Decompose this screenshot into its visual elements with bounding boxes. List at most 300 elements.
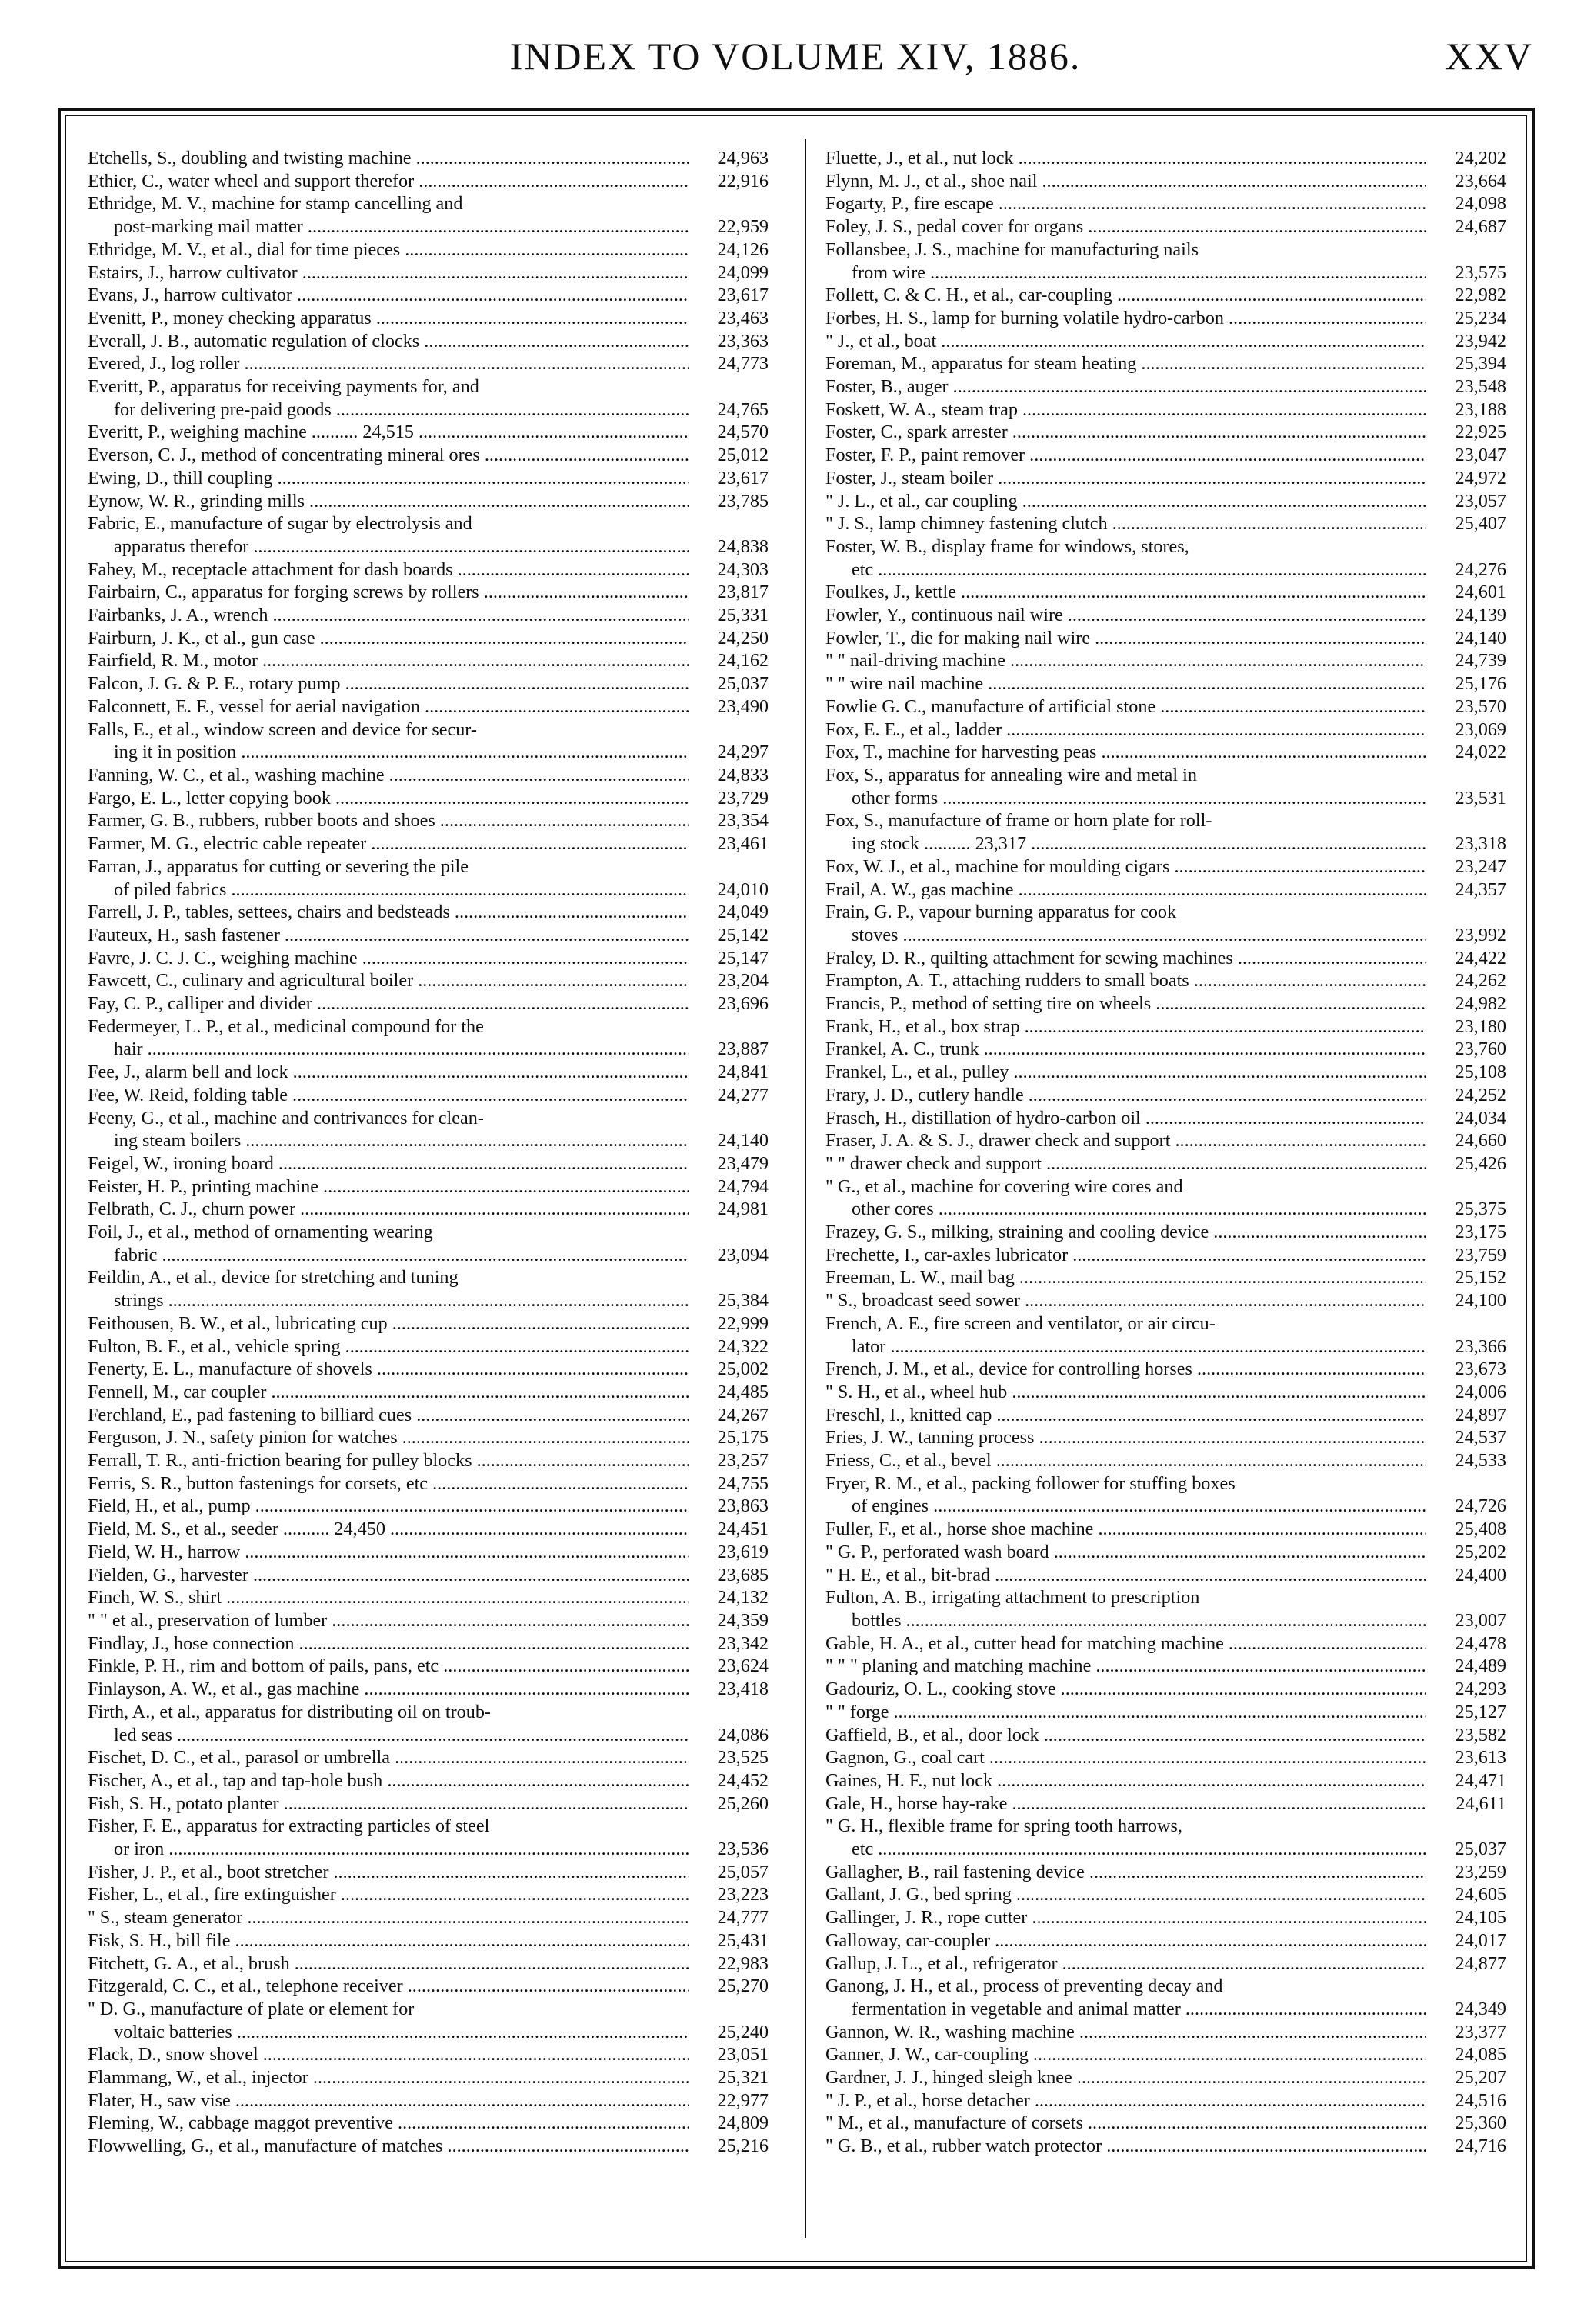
index-entry	[88, 375, 769, 421]
index-frame	[58, 108, 1535, 2269]
entry-text: Gale, H., horse hay-rake .....	[825, 1792, 1426, 1816]
patent-number: 25,152	[1455, 1267, 1506, 1289]
patent-number: 25,057	[717, 1861, 769, 1882]
index-entry	[825, 2043, 1506, 2066]
entry-text: Ewing, D., thill coupling .....	[88, 467, 689, 490]
entry-text: Fuller, F., et al., horse shoe machine .....	[825, 1518, 1426, 1541]
index-entry	[825, 1038, 1506, 1061]
patent-number: 25,375	[1455, 1199, 1506, 1220]
entry-text: Foster, C., spark arrester .....	[825, 421, 1426, 444]
entry-text	[88, 1815, 689, 1860]
entry-text	[825, 901, 1426, 946]
patent-number: 25,202	[1455, 1541, 1506, 1562]
entry-text-line: Ganong, J. H., et al., process of preventing decay and	[825, 1976, 1223, 1997]
entry-text-continuation: from wire .....	[825, 262, 1426, 285]
index-entry	[88, 1015, 769, 1061]
patent-number: 24,972	[1455, 467, 1506, 488]
index-entry	[88, 1266, 769, 1312]
entry-text: " J. S., lamp chimney fastening clutch .....	[825, 512, 1426, 535]
entry-text: Gannon, W. R., washing machine .....	[825, 2021, 1426, 2044]
entry-text: Felbrath, C. J., churn power .....	[88, 1198, 689, 1221]
index-entry	[825, 1221, 1506, 1244]
entry-text: Ferris, S. R., button fastenings for corsets, etc .....	[88, 1472, 689, 1495]
index-entry	[825, 1883, 1506, 1906]
patent-number: 23,223	[717, 1884, 769, 1906]
entry-text-line: Fryer, R. M., et al., packing follower for stuffing boxes	[825, 1472, 1236, 1494]
index-entry	[825, 1289, 1506, 1312]
entry-text-line: " G., et al., machine for covering wire cores and	[825, 1175, 1183, 1197]
index-entry	[825, 330, 1506, 353]
entry-text: Freeman, L. W., mail bag .....	[825, 1266, 1426, 1289]
patent-number: 24,777	[717, 1907, 769, 1929]
patent-number: 23,759	[1455, 1244, 1506, 1265]
patent-number: 24,034	[1455, 1107, 1506, 1129]
entry-text-continuation: voltaic batteries .....	[88, 2021, 689, 2044]
patent-number: 24,140	[1455, 627, 1506, 649]
index-entry	[825, 947, 1506, 970]
index-entry	[825, 604, 1506, 627]
patent-number: 24,537	[1455, 1427, 1506, 1449]
index-entry	[88, 1061, 769, 1084]
entry-text: " " " planing and matching machine .....	[825, 1655, 1426, 1678]
entry-text-continuation: etc .....	[825, 1838, 1426, 1861]
index-entry	[88, 1312, 769, 1335]
page-header	[58, 28, 1533, 82]
entry-text	[825, 238, 1426, 284]
entry-text: Fauteux, H., sash fastener .....	[88, 924, 689, 947]
index-entry	[825, 1312, 1506, 1358]
patent-number: 23,094	[717, 1244, 769, 1265]
patent-number: 24,297	[717, 742, 769, 763]
index-entry	[825, 855, 1506, 879]
entry-text: Fairburn, J. K., et al., gun case .....	[88, 627, 689, 650]
index-entry	[825, 879, 1506, 902]
patent-number: 23,887	[717, 1039, 769, 1060]
patent-number: 23,575	[1455, 262, 1506, 283]
entry-text: Fitchett, G. A., et al., brush .....	[88, 1952, 689, 1976]
patent-number: 24,765	[717, 398, 769, 420]
entry-text: Foulkes, J., kettle .....	[825, 581, 1426, 604]
index-entry	[825, 1244, 1506, 1267]
entry-text-continuation: hair .....	[88, 1038, 689, 1061]
patent-number: 23,664	[1455, 170, 1506, 192]
patent-number: 23,180	[1455, 1015, 1506, 1037]
patent-number: 23,069	[1455, 719, 1506, 740]
patent-number: 24,086	[717, 1724, 769, 1746]
entry-text: Fairbairn, C., apparatus for forging screws by rollers .....	[88, 581, 689, 604]
patent-number: 22,982	[1455, 285, 1506, 306]
patent-number: 23,188	[1455, 398, 1506, 420]
index-entry	[88, 1198, 769, 1221]
entry-text: Fairfield, R. M., motor .....	[88, 649, 689, 672]
entry-text-line: Firth, A., et al., apparatus for distributing oil on troub-	[88, 1701, 491, 1722]
entry-text-continuation: other cores .....	[825, 1198, 1426, 1221]
entry-text-line: Fulton, A. B., irrigating attachment to prescription	[825, 1587, 1200, 1609]
patent-number: 23,785	[717, 490, 769, 512]
patent-number: 23,479	[717, 1152, 769, 1174]
index-entry	[88, 1175, 769, 1199]
index-entry	[88, 901, 769, 924]
patent-number: 23,363	[717, 330, 769, 352]
entry-text-continuation: led seas .....	[88, 1724, 689, 1747]
patent-number: 24,252	[1455, 1084, 1506, 1105]
index-entry	[825, 809, 1506, 855]
index-entry	[88, 1792, 769, 1816]
index-entry	[88, 262, 769, 285]
entry-text: Gallant, J. G., bed spring .....	[825, 1883, 1426, 1906]
entry-text: " " et al., preservation of lumber .....	[88, 1609, 689, 1632]
entry-text: Fowlie G. C., manufacture of artificial stone .....	[825, 695, 1426, 719]
entry-text: Fisher, L., et al., fire extinguisher .....	[88, 1883, 689, 1906]
entry-text-line: " G. H., flexible frame for spring tooth harrows,	[825, 1816, 1182, 1837]
entry-text: Fahey, M., receptacle attachment for dash boards .....	[88, 558, 689, 582]
index-entry	[88, 490, 769, 513]
entry-text: Gaines, H. F., nut lock .....	[825, 1769, 1426, 1792]
patent-number: 24,478	[1455, 1632, 1506, 1654]
patent-number: 23,817	[717, 582, 769, 603]
entry-text: Fischer, A., et al., tap and tap-hole bush .....	[88, 1769, 689, 1792]
entry-text: Field, H., et al., pump .....	[88, 1495, 689, 1518]
index-entry	[825, 1655, 1506, 1678]
entry-text: Freschl, I., knitted cap .....	[825, 1404, 1426, 1427]
index-entry	[825, 1061, 1506, 1084]
patent-number: 25,407	[1455, 513, 1506, 535]
entry-text-line: Fox, S., manufacture of frame or horn plate for roll-	[825, 810, 1212, 832]
entry-text	[88, 1701, 689, 1746]
patent-number: 24,838	[717, 535, 769, 557]
entry-text: Ganner, J. W., car-coupling .....	[825, 2043, 1426, 2066]
patent-number: 24,809	[717, 2112, 769, 2134]
index-entry	[825, 1701, 1506, 1724]
patent-number: 25,431	[717, 1929, 769, 1951]
entry-text-continuation: fabric .....	[88, 1244, 689, 1267]
patent-number: 24,773	[717, 353, 769, 375]
index-entry	[88, 1975, 769, 1998]
entry-text	[88, 1107, 689, 1152]
entry-text: Finlayson, A. W., et al., gas machine .....	[88, 1678, 689, 1701]
entry-text: Feister, H. P., printing machine .....	[88, 1175, 689, 1199]
entry-text: Fairbanks, J. A., wrench .....	[88, 604, 689, 627]
patent-number: 24,611	[1456, 1792, 1506, 1814]
patent-number: 23,617	[717, 467, 769, 488]
entry-text-continuation: apparatus therefor .....	[88, 535, 689, 558]
entry-text	[88, 1221, 689, 1266]
patent-number: 24,833	[717, 764, 769, 785]
patent-number: 24,452	[717, 1769, 769, 1791]
index-entry	[825, 2021, 1506, 2044]
patent-number: 24,359	[717, 1610, 769, 1631]
patent-number: 24,516	[1455, 2089, 1506, 2111]
entry-text: Gallagher, B., rail fastening device .....	[825, 1861, 1426, 1884]
patent-number: 23,617	[717, 285, 769, 306]
entry-text: Ferguson, J. N., safety pinion for watches .....	[88, 1426, 689, 1449]
index-entry	[825, 238, 1506, 284]
patent-number: 25,360	[1455, 2112, 1506, 2134]
patent-number: 25,394	[1455, 353, 1506, 375]
column-divider	[805, 139, 806, 2238]
patent-number: 23,463	[717, 307, 769, 328]
patent-number: 25,260	[717, 1792, 769, 1814]
patent-number: 24,322	[717, 1335, 769, 1357]
entry-text: Galloway, car-coupler .....	[825, 1929, 1426, 1952]
entry-text: Frankel, A. C., trunk .....	[825, 1038, 1426, 1061]
index-entry	[825, 215, 1506, 238]
patent-number: 24,716	[1455, 2136, 1506, 2157]
patent-number: 24,006	[1455, 1381, 1506, 1402]
index-entry	[88, 284, 769, 307]
patent-number: 22,959	[717, 216, 769, 238]
index-entry	[88, 192, 769, 238]
index-entry	[825, 719, 1506, 742]
index-entry	[88, 947, 769, 970]
index-entry	[88, 1929, 769, 1952]
entry-text: Fargo, E. L., letter copying book .....	[88, 787, 689, 810]
patent-number: 24,687	[1455, 216, 1506, 238]
index-entry	[88, 352, 769, 375]
patent-number: 25,037	[717, 673, 769, 695]
patent-number: 25,270	[717, 1976, 769, 1997]
entry-text: Frechette, I., car-axles lubricator .....	[825, 1244, 1426, 1267]
index-entry	[825, 1564, 1506, 1587]
patent-number: 24,533	[1455, 1450, 1506, 1472]
entry-text-line: Federmeyer, L. P., et al., medicinal compound for the	[88, 1015, 484, 1037]
patent-number: 24,739	[1455, 650, 1506, 672]
entry-text: Frank, H., et al., box strap .....	[825, 1015, 1426, 1039]
patent-number: 23,729	[717, 787, 769, 809]
entry-text: Flater, H., saw vise .....	[88, 2089, 689, 2112]
index-entry	[88, 604, 769, 627]
entry-text: " G. P., perforated wash board .....	[825, 1541, 1426, 1564]
index-entry	[88, 1564, 769, 1587]
entry-text-continuation: for delivering pre-paid goods .....	[88, 398, 689, 422]
index-entry	[825, 901, 1506, 946]
entry-text: " " wire nail machine .....	[825, 672, 1426, 695]
entry-text: Frankel, L., et al., pulley .....	[825, 1061, 1426, 1084]
patent-number: 23,863	[717, 1495, 769, 1517]
entry-text: Flynn, M. J., et al., shoe nail .....	[825, 170, 1426, 193]
index-entry	[825, 1449, 1506, 1472]
entry-text	[88, 1015, 689, 1061]
index-entry	[825, 1975, 1506, 2020]
entry-text	[88, 375, 689, 421]
entry-text: Ethridge, M. V., et al., dial for time pieces .....	[88, 238, 689, 262]
entry-text: Fraser, J. A. & S. J., drawer check and support .....	[825, 1129, 1426, 1152]
index-entry	[825, 1815, 1506, 1860]
patent-number: 23,490	[717, 695, 769, 717]
patent-number: 24,303	[717, 558, 769, 580]
index-entry	[88, 992, 769, 1015]
index-entry	[825, 352, 1506, 375]
index-entry	[88, 1861, 769, 1884]
patent-number: 25,426	[1455, 1152, 1506, 1174]
patent-number: 23,531	[1455, 787, 1506, 809]
entry-text-continuation: ing steam boilers .....	[88, 1129, 689, 1152]
patent-number: 23,992	[1455, 924, 1506, 945]
index-entry	[88, 1609, 769, 1632]
entry-text: " G. B., et al., rubber watch protector .....	[825, 2135, 1426, 2158]
entry-text: Fisk, S. H., bill file .....	[88, 1929, 689, 1952]
patent-number: 24,277	[717, 1084, 769, 1105]
page-number: XXV	[1445, 35, 1533, 78]
patent-number: 24,267	[717, 1404, 769, 1425]
patent-number: 22,983	[717, 1952, 769, 1974]
entry-text: Ferchland, E., pad fastening to billiard cues .....	[88, 1404, 689, 1427]
entry-text-continuation: of engines .....	[825, 1495, 1426, 1518]
patent-number: 24,099	[717, 262, 769, 283]
entry-text: Follett, C. & C. H., et al., car-coupling .....	[825, 284, 1426, 307]
entry-text-line: Foster, W. B., display frame for windows, stores,	[825, 535, 1189, 557]
right-column	[825, 147, 1506, 2158]
patent-number: 23,685	[717, 1564, 769, 1585]
entry-text: Finkle, P. H., rim and bottom of pails, pans, etc .....	[88, 1655, 689, 1678]
index-entry	[88, 581, 769, 604]
entry-text: Forbes, H. S., lamp for burning volatile hydro-carbon .....	[825, 307, 1426, 330]
entry-text: Farrell, J. P., tables, settees, chairs and bedsteads .....	[88, 901, 689, 924]
patent-number: 24,485	[717, 1381, 769, 1402]
index-entry	[825, 649, 1506, 672]
index-entry	[825, 490, 1506, 513]
patent-number: 24,726	[1455, 1495, 1506, 1517]
entry-text: " J. L., et al., car coupling .....	[825, 490, 1426, 513]
entry-text: Fee, J., alarm bell and lock .....	[88, 1061, 689, 1084]
index-entry	[825, 535, 1506, 581]
index-entry	[88, 1678, 769, 1701]
patent-number: 23,696	[717, 993, 769, 1015]
entry-text: Gallinger, J. R., rope cutter .....	[825, 1906, 1426, 1929]
entry-text: Farmer, M. G., electric cable repeater .....	[88, 832, 689, 855]
entry-text-continuation: bottles .....	[825, 1609, 1426, 1632]
entry-text: " S., broadcast seed sower .....	[825, 1289, 1426, 1312]
left-column	[88, 147, 769, 2158]
entry-text: Gadouriz, O. L., cooking stove .....	[825, 1678, 1426, 1701]
index-entry	[88, 1472, 769, 1495]
index-entry	[825, 1472, 1506, 1518]
entry-text: Foley, J. S., pedal cover for organs .....	[825, 215, 1426, 238]
entry-text: Frary, J. D., cutlery handle .....	[825, 1084, 1426, 1107]
index-entry	[88, 1815, 769, 1860]
index-entry	[88, 969, 769, 992]
entry-text: Fitzgerald, C. C., et al., telephone receiver .....	[88, 1975, 689, 1998]
index-entry	[825, 192, 1506, 215]
entry-text: Estairs, J., harrow cultivator .....	[88, 262, 689, 285]
patent-number: 24,162	[717, 650, 769, 672]
entry-text: Fleming, W., cabbage maggot preventive .....	[88, 2112, 689, 2135]
index-entry	[825, 2135, 1506, 2158]
index-entry	[88, 1541, 769, 1564]
index-entry	[825, 512, 1506, 535]
entry-text: " S., steam generator .....	[88, 1906, 689, 1929]
patent-number: 25,037	[1455, 1839, 1506, 1860]
entry-text: " " forge .....	[825, 1701, 1426, 1724]
index-entry	[88, 1586, 769, 1609]
entry-text: Foster, J., steam boiler .....	[825, 467, 1426, 490]
entry-text-line: Farran, J., apparatus for cutting or severing the pile	[88, 855, 469, 877]
entry-text: Fenerty, E. L., manufacture of shovels .....	[88, 1358, 689, 1381]
entry-text-continuation: stoves .....	[825, 924, 1426, 947]
index-entry	[88, 719, 769, 764]
patent-number: 25,331	[717, 605, 769, 626]
patent-number: 24,010	[717, 879, 769, 900]
patent-number: 23,624	[717, 1655, 769, 1677]
patent-number: 24,293	[1455, 1679, 1506, 1700]
index-entry	[825, 1792, 1506, 1816]
index-entry	[88, 170, 769, 193]
index-entry	[825, 1518, 1506, 1541]
patent-number: 24,126	[717, 238, 769, 260]
patent-number: 24,139	[1455, 605, 1506, 626]
patent-number: 23,548	[1455, 376, 1506, 398]
index-entry	[88, 1449, 769, 1472]
entry-text: Fraley, D. R., quilting attachment for sewing machines .....	[825, 947, 1426, 970]
index-entry	[825, 1404, 1506, 1427]
patent-number: 24,017	[1455, 1929, 1506, 1951]
index-entry	[88, 2112, 769, 2135]
index-entry	[825, 375, 1506, 398]
entry-text: Frampton, A. T., attaching rudders to small boats .....	[825, 969, 1426, 992]
index-entry	[88, 1358, 769, 1381]
entry-text: Evenitt, P., money checking apparatus .....	[88, 307, 689, 330]
entry-text: Gardner, J. J., hinged sleigh knee .....	[825, 2066, 1426, 2089]
index-entry	[88, 672, 769, 695]
patent-number: 23,057	[1455, 490, 1506, 512]
index-entry	[88, 307, 769, 330]
index-entry	[825, 695, 1506, 719]
patent-number: 24,570	[717, 422, 769, 443]
index-entry	[88, 924, 769, 947]
entry-text: Field, W. H., harrow .....	[88, 1541, 689, 1564]
entry-text: Fulton, B. F., et al., vehicle spring .....	[88, 1335, 689, 1359]
index-entry	[88, 627, 769, 650]
index-entry	[825, 1015, 1506, 1039]
entry-text-line: Frain, G. P., vapour burning apparatus for cook	[825, 902, 1177, 923]
entry-text: Fish, S. H., potato planter .....	[88, 1792, 689, 1816]
entry-text	[88, 512, 689, 558]
entry-text: " J. P., et al., horse detacher .....	[825, 2089, 1426, 2112]
index-entry	[88, 467, 769, 490]
entry-text-line: Everitt, P., apparatus for receiving payments for, and	[88, 376, 479, 398]
index-entry	[825, 741, 1506, 764]
index-entry	[825, 398, 1506, 422]
entry-text-line: " D. G., manufacture of plate or element for	[88, 1998, 415, 2019]
index-entry	[88, 649, 769, 672]
entry-text: Fluette, J., et al., nut lock .....	[825, 147, 1426, 170]
entry-text-continuation: post-marking mail matter .....	[88, 215, 689, 238]
entry-text-continuation: ing stock .......... 23,317 .....	[825, 832, 1426, 855]
patent-number: 23,366	[1455, 1335, 1506, 1357]
entry-text: Everson, C. J., method of concentrating mineral ores .....	[88, 444, 689, 467]
entry-text: Fee, W. Reid, folding table .....	[88, 1084, 689, 1107]
patent-number: 24,132	[717, 1587, 769, 1609]
entry-text: Evans, J., harrow cultivator .....	[88, 284, 689, 307]
index-entry	[825, 2112, 1506, 2135]
patent-number: 25,216	[717, 2136, 769, 2157]
patent-number: 25,127	[1455, 1701, 1506, 1722]
patent-number: 24,105	[1455, 1907, 1506, 1929]
patent-number: 23,257	[717, 1450, 769, 1472]
index-entry	[825, 444, 1506, 467]
entry-text	[825, 1586, 1426, 1632]
patent-number: 24,605	[1455, 1884, 1506, 1906]
patent-number: 23,377	[1455, 2021, 1506, 2042]
index-entry	[825, 307, 1506, 330]
index-entry	[88, 2066, 769, 2089]
entry-text: Foster, F. P., paint remover .....	[825, 444, 1426, 467]
entry-text-line: Fox, S., apparatus for annealing wire and metal in	[825, 764, 1197, 785]
index-entry	[88, 421, 769, 444]
index-entry	[825, 1426, 1506, 1449]
index-entry	[88, 1769, 769, 1792]
entry-text: Fennell, M., car coupler .....	[88, 1381, 689, 1404]
